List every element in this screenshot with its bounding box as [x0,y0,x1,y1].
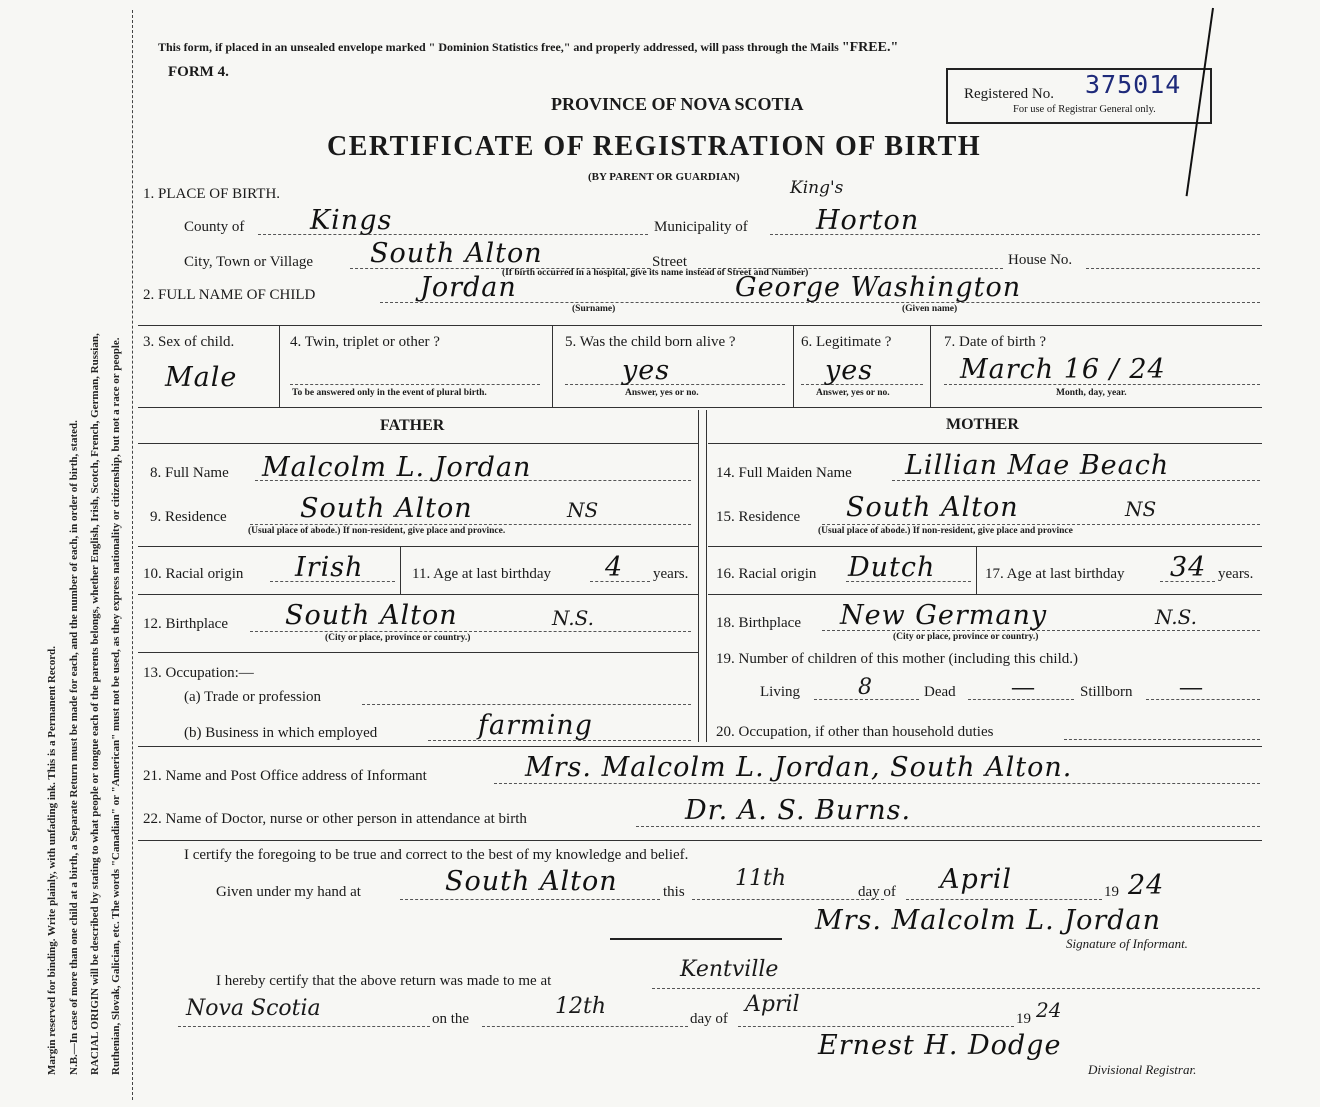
dead-label: Dead [924,684,956,700]
registered-number: 375014 [1085,70,1182,99]
certify-month: April [940,864,1012,895]
mother-residence-value: South Alton [846,492,1019,523]
this-label: this [663,884,685,900]
father-birthplace-province: N.S. [552,606,594,630]
registrar-day: 12th [555,994,607,1019]
sex-value: Male [165,362,238,393]
house-no-label: House No. [1008,252,1073,268]
mother-birthplace-province: N.S. [1155,605,1197,629]
father-race-label: 10. Racial origin [143,566,244,582]
mother-age-label: 17. Age at last birthday [985,566,1125,582]
certify-dayof-label: day of [858,884,896,900]
margin-note-racial-origin: RACIAL ORIGIN will be described by stating to what people or tongue each of the parents belongs, whether English, Irish, Scotch, French, German, Russian, [89,333,101,1075]
father-residence-note: (Usual place of abode.) If non-resident, give place and province. [248,526,506,536]
street-label: Street [652,254,687,270]
certificate-subtitle: (BY PARENT OR GUARDIAN) [588,171,740,183]
mother-birthplace-value: New Germany [840,600,1048,631]
signature-caption: Signature of Informant. [1066,936,1188,951]
certify-year-prefix: 19 [1104,884,1119,900]
margin-line [132,10,133,1100]
registered-label: Registered No. [964,86,1054,102]
margin-note-multiple-births: N.B.—In case of more than one child at a birth, a Separate Return must be made for each, and the number of each, in order of birth, stated. [68,420,80,1075]
dob-note: Month, day, year. [1056,388,1127,398]
child-surname: Jordan [420,272,517,303]
margin-note-binding: Margin reserved for binding. Write plainly, with unfading ink. This is a Permanent Record. [46,646,58,1075]
stillborn-value: — [1180,674,1202,699]
father-residence-province: NS [567,498,599,522]
given-name-caption: (Given name) [902,304,958,314]
county-value: Kings [310,205,393,236]
sex-label: 3. Sex of child. [143,334,235,350]
father-age-unit: years. [653,566,689,582]
registrar-year-prefix: 19 [1016,1011,1031,1027]
born-alive-value: yes [622,355,671,386]
father-name-label: 8. Full Name [150,465,229,481]
informant-signature: Mrs. Malcolm L. Jordan [815,905,1161,936]
child-name-label: 2. FULL NAME OF CHILD [143,287,316,303]
business-label: (b) Business in which employed [184,725,378,741]
mother-birthplace-label: 18. Birthplace [716,615,801,631]
doctor-value: Dr. A. S. Burns. [685,795,912,826]
born-alive-label: 5. Was the child born alive ? [565,334,736,350]
mother-age-unit: years. [1218,566,1254,582]
mother-name-label: 14. Full Maiden Name [716,465,852,481]
mother-race-label: 16. Racial origin [716,566,817,582]
legitimate-label: 6. Legitimate ? [801,334,892,350]
place-of-birth-heading: 1. PLACE OF BIRTH. [143,186,281,202]
born-alive-note: Answer, yes or no. [625,388,699,398]
mother-race-value: Dutch [848,552,936,583]
living-label: Living [760,684,800,700]
living-value: 8 [858,675,872,700]
surname-caption: (Surname) [572,304,616,314]
form-number: FORM 4. [168,64,229,80]
mail-free: "FREE." [841,40,899,55]
municipality-value: Horton [816,205,920,236]
dob-label: 7. Date of birth ? [944,334,1047,350]
certify-statement: I certify the foregoing to be true and correct to the best of my knowledge and belief. [184,847,689,863]
business-value: farming [478,710,593,741]
mother-occupation-label: 20. Occupation, if other than household duties [716,724,994,740]
certify-year: 24 [1128,870,1165,901]
mail-notice [158,40,898,56]
child-given-name: George Washington [735,272,1022,303]
father-heading: FATHER [380,417,445,434]
registrar-on-label: on the [432,1011,470,1027]
municipality-label: Municipality of [654,219,748,235]
father-race-value: Irish [295,552,364,583]
city-label: City, Town or Village [184,254,314,270]
mail-notice-text: This form, if placed in an unsealed envelope marked " Dominion Statistics free," and properly addressed, will pass through the Mails [158,40,839,54]
father-birthplace-value: South Alton [285,600,458,631]
city-value: South Alton [370,238,543,269]
registrar-place: Kentville [680,957,779,982]
registrar-place-2: Nova Scotia [186,996,321,1021]
legitimate-value: yes [825,355,874,386]
certificate-title: CERTIFICATE OF REGISTRATION OF BIRTH [327,131,982,162]
twin-note: To be answered only in the event of plural birth. [292,388,487,398]
margin-note-racial-origin-2: Ruthenian, Slovak, Galician, etc. The words "Canadian" or "American" must not be used, as they express nationality or citizenship, but not a race or people. [110,337,122,1075]
registrar-caption: Divisional Registrar. [1088,1062,1197,1077]
mother-birthplace-note: (City or place, province or country.) [893,632,1039,642]
municipality-above: King's [790,178,844,198]
children-count-label: 19. Number of children of this mother (including this child.) [716,651,1079,667]
trade-label: (a) Trade or profession [184,689,322,705]
father-occupation-label: 13. Occupation:— [143,665,254,681]
legitimate-note: Answer, yes or no. [816,388,890,398]
registrar-month: April [745,992,800,1017]
father-age-label: 11. Age at last birthday [412,566,551,582]
dob-value: March 16 / 24 [960,354,1166,385]
father-residence-value: South Alton [300,493,473,524]
registrar-statement: I hereby certify that the above return was made to me at [216,973,552,989]
father-birthplace-note: (City or place, province or country.) [325,633,471,643]
father-residence-label: 9. Residence [150,509,227,525]
twin-label: 4. Twin, triplet or other ? [290,334,440,350]
father-birthplace-label: 12. Birthplace [143,616,228,632]
mother-residence-note: (Usual place of abode.) If non-resident, give place and province [818,526,1073,536]
dead-value: — [1012,674,1034,699]
certify-place: South Alton [445,866,618,897]
county-label: County of [184,219,245,235]
informant-value: Mrs. Malcolm L. Jordan, South Alton. [525,752,1073,783]
registrar-note: For use of Registrar General only. [1013,104,1156,115]
informant-label: 21. Name and Post Office address of Informant [143,768,427,784]
registrar-signature: Ernest H. Dodge [818,1030,1062,1061]
certify-day: 11th [735,866,787,891]
given-under-label: Given under my hand at [216,884,361,900]
mother-age-value: 34 [1170,552,1207,583]
mother-name-value: Lillian Mae Beach [905,450,1170,481]
mother-heading: MOTHER [946,416,1019,433]
mother-residence-province: NS [1125,497,1157,521]
registrar-dayof-label: day of [690,1011,728,1027]
hospital-note: (If birth occurred in a hospital, give its name instead of Street and Number) [502,268,809,278]
mother-residence-label: 15. Residence [716,509,801,525]
registrar-year: 24 [1036,998,1062,1022]
doctor-label: 22. Name of Doctor, nurse or other person in attendance at birth [143,811,527,827]
stillborn-label: Stillborn [1080,684,1133,700]
father-name-value: Malcolm L. Jordan [262,452,532,483]
province-heading: PROVINCE OF NOVA SCOTIA [551,94,804,114]
father-age-value: 4 [605,552,624,583]
